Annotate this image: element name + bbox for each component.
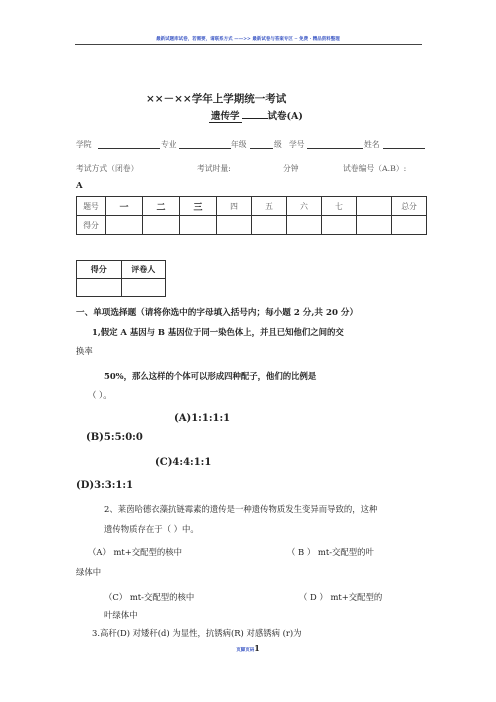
blank-student-id (307, 148, 363, 149)
label-class: 级 (274, 140, 282, 149)
score-cell: 五 (252, 197, 287, 216)
q2-stem-line2: 遗传物质存在于（ ）中。 (104, 524, 199, 534)
q1-option-b: (B)5:5:0:0 (86, 432, 143, 443)
score-input-cell[interactable] (143, 216, 180, 235)
label-major: 专业 (161, 140, 177, 149)
paper-suffix: 试卷(A) (267, 111, 303, 122)
grader-name-label: 评卷人 (121, 261, 166, 279)
score-table-header-row (77, 197, 427, 216)
subject-blank (242, 118, 268, 119)
q2-option-b: （ B ） mt-交配型的叶 (287, 547, 374, 557)
score-cell: 一 (106, 197, 143, 216)
label-student-id: 学号 (289, 140, 305, 149)
q1-stem-line2: 换率 (76, 346, 93, 356)
label-college: 学院 (76, 140, 92, 149)
page-number: 1 (254, 643, 260, 653)
score-cell: 三 (180, 197, 217, 216)
paper-number-label: 试卷编号（A.B）: (343, 164, 407, 173)
page-footer (0, 643, 496, 653)
section-1-title: 一、单项选择题（请将你选中的字母填入括号内；每小题 2 分,共 20 分） (76, 308, 359, 318)
exam-duration: 考试时量: (197, 164, 231, 173)
blank-name (383, 148, 425, 149)
score-cell (357, 197, 392, 216)
score-cell: 七 (322, 197, 357, 216)
q2-option-d: （ D ） mt+交配型的 (299, 592, 383, 602)
score-row-label: 得分 (77, 216, 106, 235)
q1-option-c: (C)4:4:1:1 (155, 457, 212, 468)
q3-stem-line1: 3.高秆(D) 对矮秆(d) 为显性，抗锈病(R) 对感锈病 (r)为 (92, 628, 302, 638)
exam-minutes: 分钟 (283, 164, 299, 173)
page-header-text: 最新试题库试卷，若需要，请联系方式 ——>> 最新试卷与答案专区 ·· 免费 · 精品资料整理 (156, 37, 340, 42)
paper-number-value: A (76, 181, 83, 191)
grader-score-label: 得分 (77, 261, 122, 279)
q1-option-a: (A)1:1:1:1 (174, 413, 231, 424)
q1-stem-line1: 1,假定 A 基因与 B 基因位于同一染色体上，并且已知他们之间的交 (92, 327, 344, 337)
score-input-cell[interactable] (180, 216, 217, 235)
exam-subtitle (209, 108, 303, 123)
score-cell: 总分 (392, 197, 427, 216)
q2-option-a: （A） mt+交配型的核中 (88, 547, 183, 557)
exam-method: 考试方式（闭卷） (76, 164, 139, 173)
score-cell: 六 (287, 197, 322, 216)
score-cell: 四 (217, 197, 252, 216)
score-input-cell[interactable] (106, 216, 143, 235)
exam-title: ××－××学年上学期统一考试 (146, 93, 287, 105)
label-grade: 年级 (231, 140, 247, 149)
score-input-cell[interactable] (287, 216, 322, 235)
score-input-cell[interactable] (252, 216, 287, 235)
score-input-cell[interactable] (322, 216, 357, 235)
q2-option-b-cont: 绿体中 (76, 567, 102, 577)
footer-text: 页脚页码 (236, 648, 255, 653)
score-cell: 二 (143, 197, 180, 216)
score-input-cell[interactable] (392, 216, 427, 235)
q2-option-c: （C） mt-交配型的核中 (104, 592, 195, 602)
grader-name-cell[interactable] (121, 279, 166, 297)
grader-table (76, 260, 166, 297)
label-name: 姓名 (364, 140, 380, 149)
score-cell: 题号 (77, 197, 106, 216)
subject-name: 遗传学 (209, 108, 242, 123)
score-input-cell[interactable] (357, 216, 392, 235)
q2-stem-line1: 2、莱茵哈德衣藻抗链霉素的遗传是一种遗传物质发生变异而导致的，这种 (104, 504, 378, 514)
score-table (76, 196, 427, 235)
q1-stem-line4: （ ）。 (88, 390, 112, 400)
q2-option-d-cont: 叶绿体中 (104, 610, 138, 620)
q1-option-d: (D)3:3:1:1 (76, 480, 134, 491)
grader-score-cell[interactable] (77, 279, 122, 297)
blank-major (179, 148, 231, 149)
q1-stem-line3: 50%，那么这样的个体可以形成四种配子，他们的比例是 (104, 371, 317, 381)
score-input-cell[interactable] (217, 216, 252, 235)
header-rule (75, 44, 422, 45)
blank-grade (250, 148, 273, 149)
blank-college (98, 148, 160, 149)
score-table-score-row (77, 216, 427, 235)
